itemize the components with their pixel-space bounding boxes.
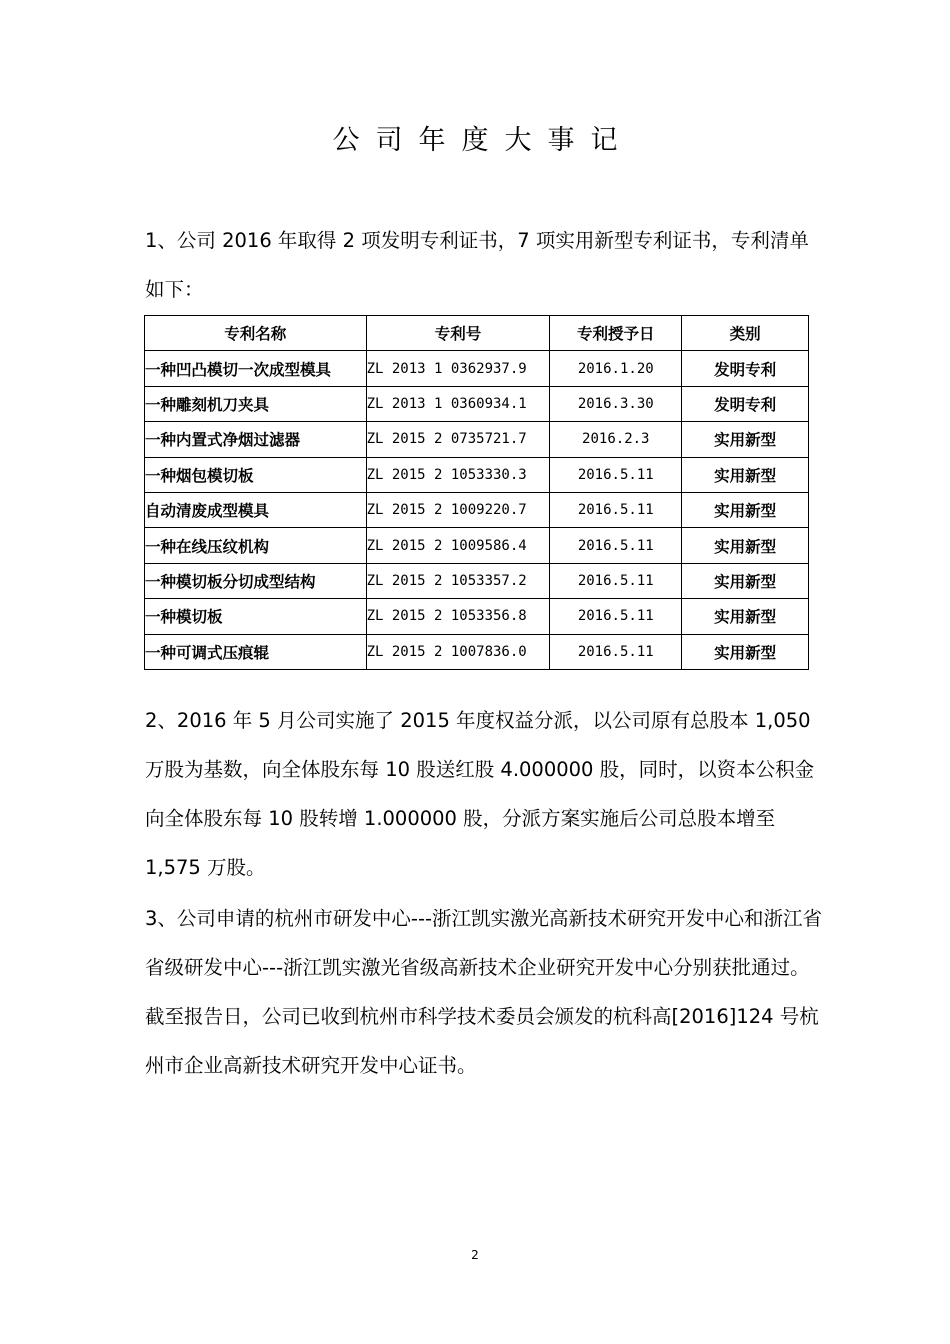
table-row bbox=[145, 563, 809, 598]
table-row bbox=[145, 634, 809, 669]
category-cell: 实用新型 bbox=[682, 563, 809, 598]
header-patent-name: 专利名称 bbox=[145, 316, 367, 351]
patent-number-cell: ZL 2015 2 1009586.4 bbox=[366, 528, 550, 563]
grant-date-cell: 2016.5.11 bbox=[550, 563, 682, 598]
patent-name-cell: 一种模切板 bbox=[145, 599, 367, 634]
patent-name-cell: 一种可调式压痕辊 bbox=[145, 634, 367, 669]
patent-number-cell: ZL 2015 2 0735721.7 bbox=[366, 422, 550, 457]
grant-date-cell: 2016.5.11 bbox=[550, 492, 682, 527]
category-cell: 实用新型 bbox=[682, 457, 809, 492]
category-cell: 发明专利 bbox=[682, 386, 809, 421]
grant-date-cell: 2016.5.11 bbox=[550, 634, 682, 669]
page-number: 2 bbox=[471, 1248, 479, 1262]
header-grant-date: 专利授予日 bbox=[550, 316, 682, 351]
category-cell: 实用新型 bbox=[682, 528, 809, 563]
patent-name-cell: 一种内置式净烟过滤器 bbox=[145, 422, 367, 457]
grant-date-cell: 2016.1.20 bbox=[550, 351, 682, 386]
grant-date-cell: 2016.5.11 bbox=[550, 528, 682, 563]
grant-date-cell: 2016.5.11 bbox=[550, 457, 682, 492]
patent-table-body bbox=[145, 351, 809, 670]
category-cell: 实用新型 bbox=[682, 422, 809, 457]
patent-number-cell: ZL 2015 2 1053357.2 bbox=[366, 563, 550, 598]
patent-number-cell: ZL 2013 1 0360934.1 bbox=[366, 386, 550, 421]
page-title: 公司年度大事记 bbox=[332, 125, 634, 156]
table-row bbox=[145, 528, 809, 563]
patent-number-cell: ZL 2015 2 1009220.7 bbox=[366, 492, 550, 527]
patent-name-cell: 一种凹凸模切一次成型模具 bbox=[145, 351, 367, 386]
patent-number-cell: ZL 2015 2 1053330.3 bbox=[366, 457, 550, 492]
section-2-paragraph: 2、2016 年 5 月公司实施了 2015 年度权益分派，以公司原有总股本 1,050 万股为基数，向全体股东每 10 股送红股 4.000000 股，同时，以资本公积金向全体股东每 10 股转增 1.000000 股，分派方案实施后公司总股本增至 1,575 万股。 bbox=[145, 709, 815, 879]
table-row bbox=[145, 422, 809, 457]
grant-date-cell: 2016.3.30 bbox=[550, 386, 682, 421]
category-cell: 实用新型 bbox=[682, 492, 809, 527]
table-row bbox=[145, 492, 809, 527]
table-row bbox=[145, 599, 809, 634]
category-cell: 实用新型 bbox=[682, 599, 809, 634]
patent-table bbox=[144, 315, 809, 670]
category-cell: 发明专利 bbox=[682, 351, 809, 386]
patent-name-cell: 一种烟包模切板 bbox=[145, 457, 367, 492]
grant-date-cell: 2016.5.11 bbox=[550, 599, 682, 634]
patent-name-cell: 一种在线压纹机构 bbox=[145, 528, 367, 563]
table-row bbox=[145, 457, 809, 492]
grant-date-cell: 2016.2.3 bbox=[550, 422, 682, 457]
category-cell: 实用新型 bbox=[682, 634, 809, 669]
patent-number-cell: ZL 2013 1 0362937.9 bbox=[366, 351, 550, 386]
table-header-row bbox=[145, 316, 809, 351]
patent-number-cell: ZL 2015 2 1007836.0 bbox=[366, 634, 550, 669]
header-patent-number: 专利号 bbox=[366, 316, 550, 351]
patent-name-cell: 一种雕刻机刀夹具 bbox=[145, 386, 367, 421]
patent-name-cell: 自动清废成型模具 bbox=[145, 492, 367, 527]
table-row bbox=[145, 386, 809, 421]
table-row bbox=[145, 351, 809, 386]
patent-number-cell: ZL 2015 2 1053356.8 bbox=[366, 599, 550, 634]
section-3-paragraph: 3、公司申请的杭州市研发中心---浙江凯实激光高新技术研究开发中心和浙江省省级研发中心---浙江凯实激光省级高新技术企业研究开发中心分别获批通过。截至报告日，公司已收到杭州市科学技术委员会颁发的杭科高[2016]124 号杭州市企业高新技术研究开发中心证书。 bbox=[145, 907, 823, 1077]
header-category: 类别 bbox=[682, 316, 809, 351]
section-1-paragraph: 1、公司 2016 年取得 2 项发明专利证书，7 项实用新型专利证书，专利清单如下： bbox=[145, 229, 809, 301]
patent-name-cell: 一种模切板分切成型结构 bbox=[145, 563, 367, 598]
